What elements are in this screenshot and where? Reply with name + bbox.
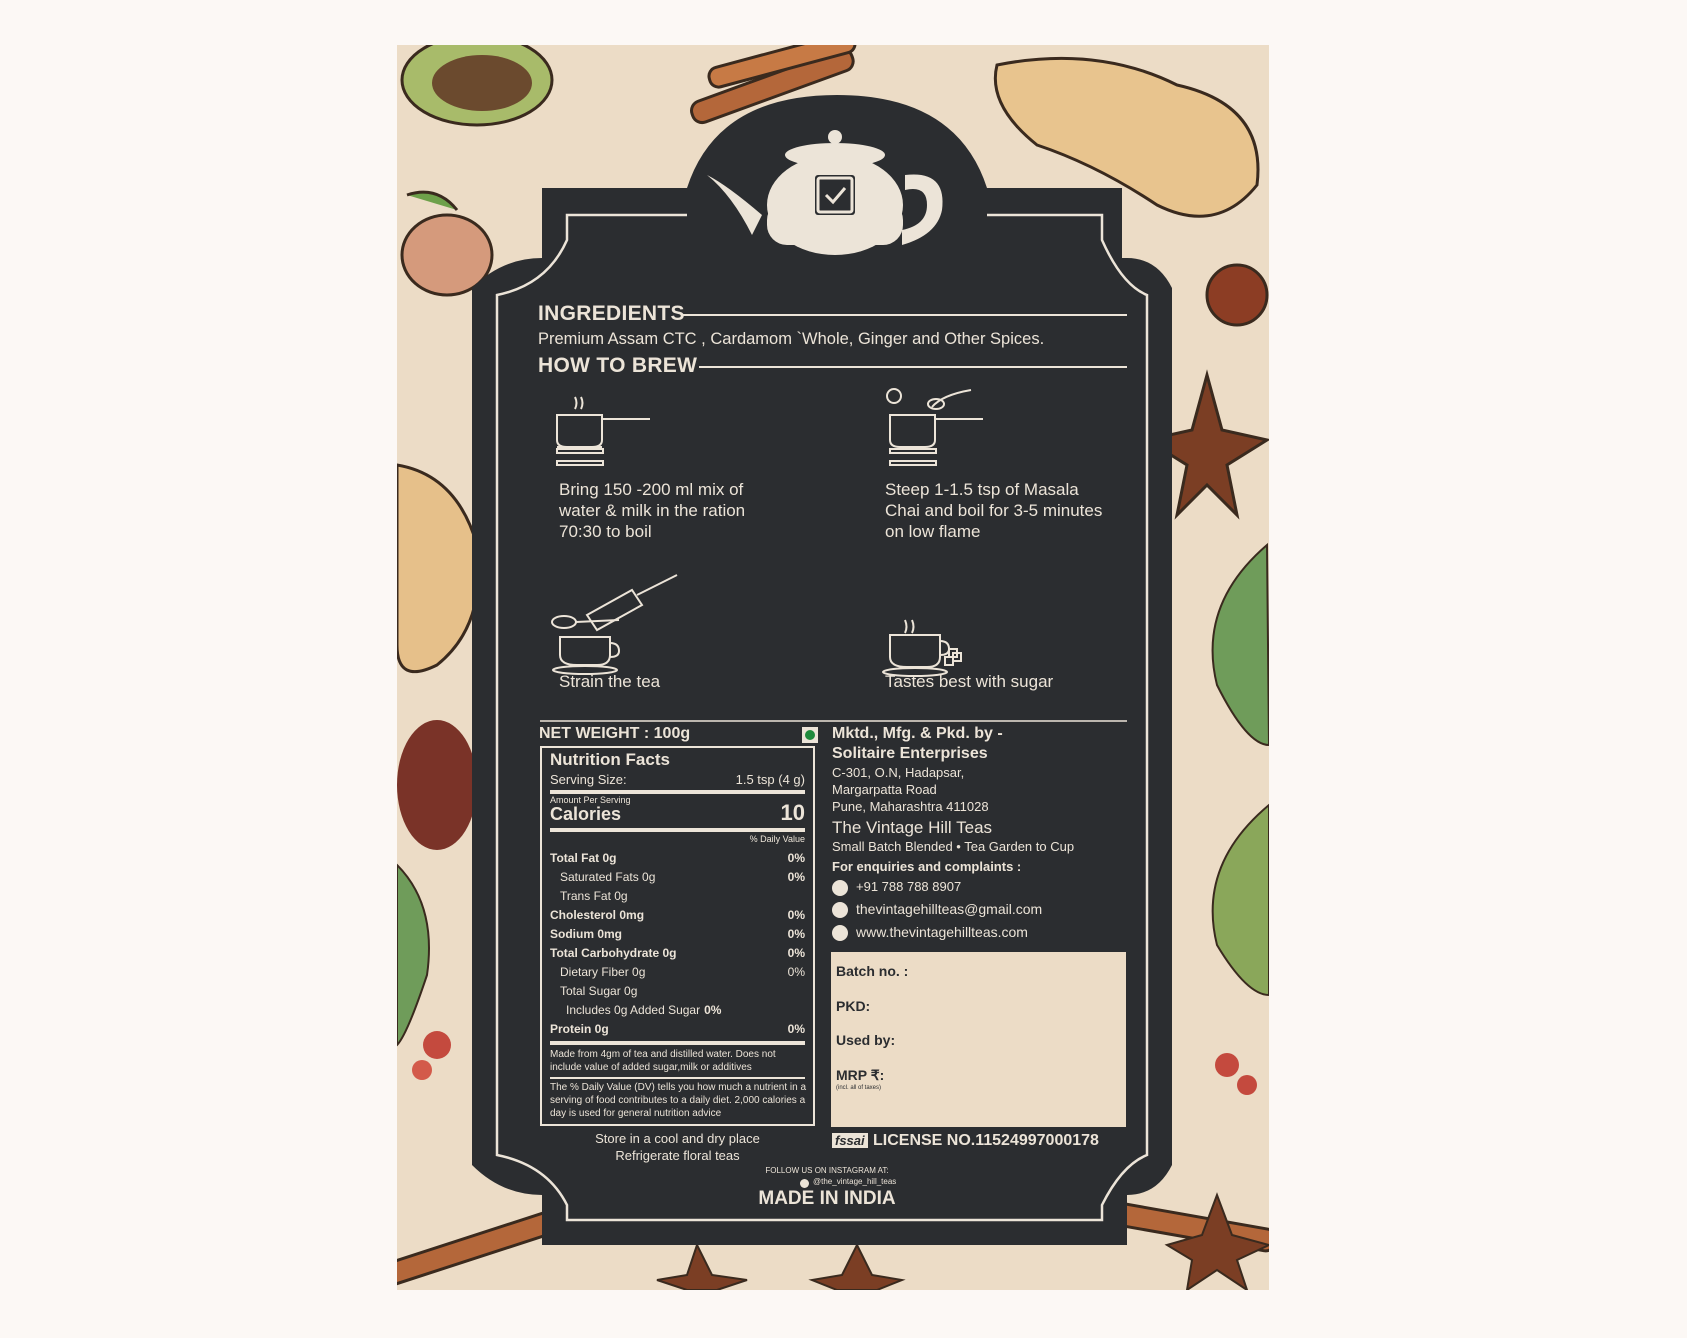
website: www.thevintagehillteas.com [856, 924, 1028, 940]
storage-line: Store in a cool and dry place [595, 1131, 760, 1146]
product-label-sheet [397, 45, 1269, 1290]
address-line: C-301, O.N, Hadapsar, [832, 765, 965, 780]
instagram-handle: @the_vintage_hill_teas [813, 1177, 897, 1186]
nutrient-value: 0% [787, 946, 805, 960]
nutrition-divider [550, 790, 805, 794]
storage-line: Refrigerate floral teas [615, 1148, 740, 1163]
enquiry-label: For enquiries and complaints : [832, 859, 1022, 874]
serving-size-label: Serving Size: [550, 772, 627, 787]
brew-step-4: Tastes best with sugar [885, 672, 1054, 691]
maker-heading: Mktd., Mfg. & Pkd. by - [832, 725, 1003, 742]
instagram-icon [800, 1179, 809, 1188]
mrp-label: MRP ₹: [836, 1067, 885, 1083]
nutrient-row [550, 965, 805, 979]
nutrient-row [550, 946, 805, 960]
email-icon [832, 902, 848, 918]
pkd-label: PKD: [836, 998, 871, 1014]
nutrient-row [550, 908, 805, 922]
nutrition-divider [550, 828, 805, 832]
made-in-india: MADE IN INDIA [758, 1188, 896, 1209]
calories-value: 10 [780, 800, 805, 825]
mrp-note: (incl. all of taxes) [836, 1085, 882, 1091]
nutrition-divider [550, 1077, 805, 1079]
used-by-label: Used by: [836, 1032, 896, 1048]
nutrient-row [550, 1022, 805, 1036]
address-line: Pune, Maharashtra 411028 [832, 799, 989, 814]
phone-icon [832, 880, 848, 896]
serving-size-value: 1.5 tsp (4 g) [735, 772, 805, 787]
nutrient-value: 0% [787, 1022, 805, 1036]
nutrient-row [550, 984, 805, 998]
nutrient-label: Cholesterol 0mg [550, 908, 645, 922]
nutrient-label: Total Sugar 0g [560, 984, 638, 998]
serving-size-row [550, 772, 805, 787]
daily-value-label: % Daily Value [749, 834, 805, 844]
follow-us-text: FOLLOW US ON INSTAGRAM AT: [765, 1166, 889, 1175]
fssai-logo: fssai [832, 1133, 868, 1148]
brew-step-2: Steep 1-1.5 tsp of Masala Chai and boil for 3-5 minutes on low flame [885, 480, 1103, 541]
email-address: thevintagehillteas@gmail.com [856, 901, 1043, 917]
brew-step-3: Strain the tea [559, 672, 661, 691]
batch-number-label: Batch no. : [836, 963, 909, 979]
nutrient-row [550, 927, 805, 941]
address-line: Margarpatta Road [832, 782, 937, 797]
nutrient-value: 0% [787, 908, 805, 922]
ingredients-text: Premium Assam CTC , Cardamom `Whole, Ginger and Other Spices. [538, 330, 1045, 348]
nutrient-row [550, 1003, 805, 1017]
nutrient-label: Includes 0g Added Sugar [566, 1003, 701, 1017]
nutrient-label: Dietary Fiber 0g [560, 965, 646, 979]
nutrient-value: 0% [787, 927, 805, 941]
nutrition-title: Nutrition Facts [550, 750, 670, 769]
nutrient-value: 0% [704, 1003, 722, 1017]
net-weight: NET WEIGHT : 100g [539, 725, 691, 742]
company-name: Solitaire Enterprises [832, 745, 988, 762]
nutrition-note-1: Made from 4gm of tea and distilled water. Does not include value of added sugar,milk or additives [550, 1049, 776, 1073]
amount-per-serving: Amount Per Serving [550, 795, 631, 805]
nutrient-label: Protein 0g [550, 1022, 609, 1036]
veg-mark-icon [802, 727, 818, 743]
nutrition-note-2: The % Daily Value (DV) tells you how much a nutrient in a serving of food contributes to a daily diet. 2,000 calories a day is used for general nutrition advice [550, 1082, 807, 1119]
daily-value-header [550, 834, 805, 844]
how-to-brew-heading: HOW TO BREW [538, 354, 698, 377]
nutrient-row [550, 870, 805, 884]
nutrient-row [550, 889, 805, 903]
nutrient-value: 0% [787, 965, 805, 979]
calories-label: Calories [550, 804, 622, 824]
ingredients-heading: INGREDIENTS [538, 302, 685, 325]
license-number: LICENSE NO.11524997000178 [873, 1132, 1099, 1149]
nutrient-label: Trans Fat 0g [560, 889, 628, 903]
nutrient-label: Total Fat 0g [550, 851, 617, 865]
batch-info-box [831, 952, 1126, 1127]
phone-number: +91 788 788 8907 [856, 879, 962, 894]
brand-tagline: Small Batch Blended • Tea Garden to Cup [832, 839, 1075, 854]
nutrient-label: Total Carbohydrate 0g [550, 946, 677, 960]
nutrient-value: 0% [787, 870, 805, 884]
nutrition-facts-panel [540, 746, 815, 1126]
nutrient-label: Saturated Fats 0g [560, 870, 656, 884]
nutrition-divider [550, 1041, 805, 1045]
nutrient-label: Sodium 0mg [550, 927, 623, 941]
nutrient-value: 0% [787, 851, 805, 865]
nutrient-row [550, 851, 805, 865]
globe-icon [832, 925, 848, 941]
brew-step-1: Bring 150 -200 ml mix of water & milk in the ration 70:30 to boil [559, 480, 746, 541]
brand-name: The Vintage Hill Teas [832, 818, 993, 837]
